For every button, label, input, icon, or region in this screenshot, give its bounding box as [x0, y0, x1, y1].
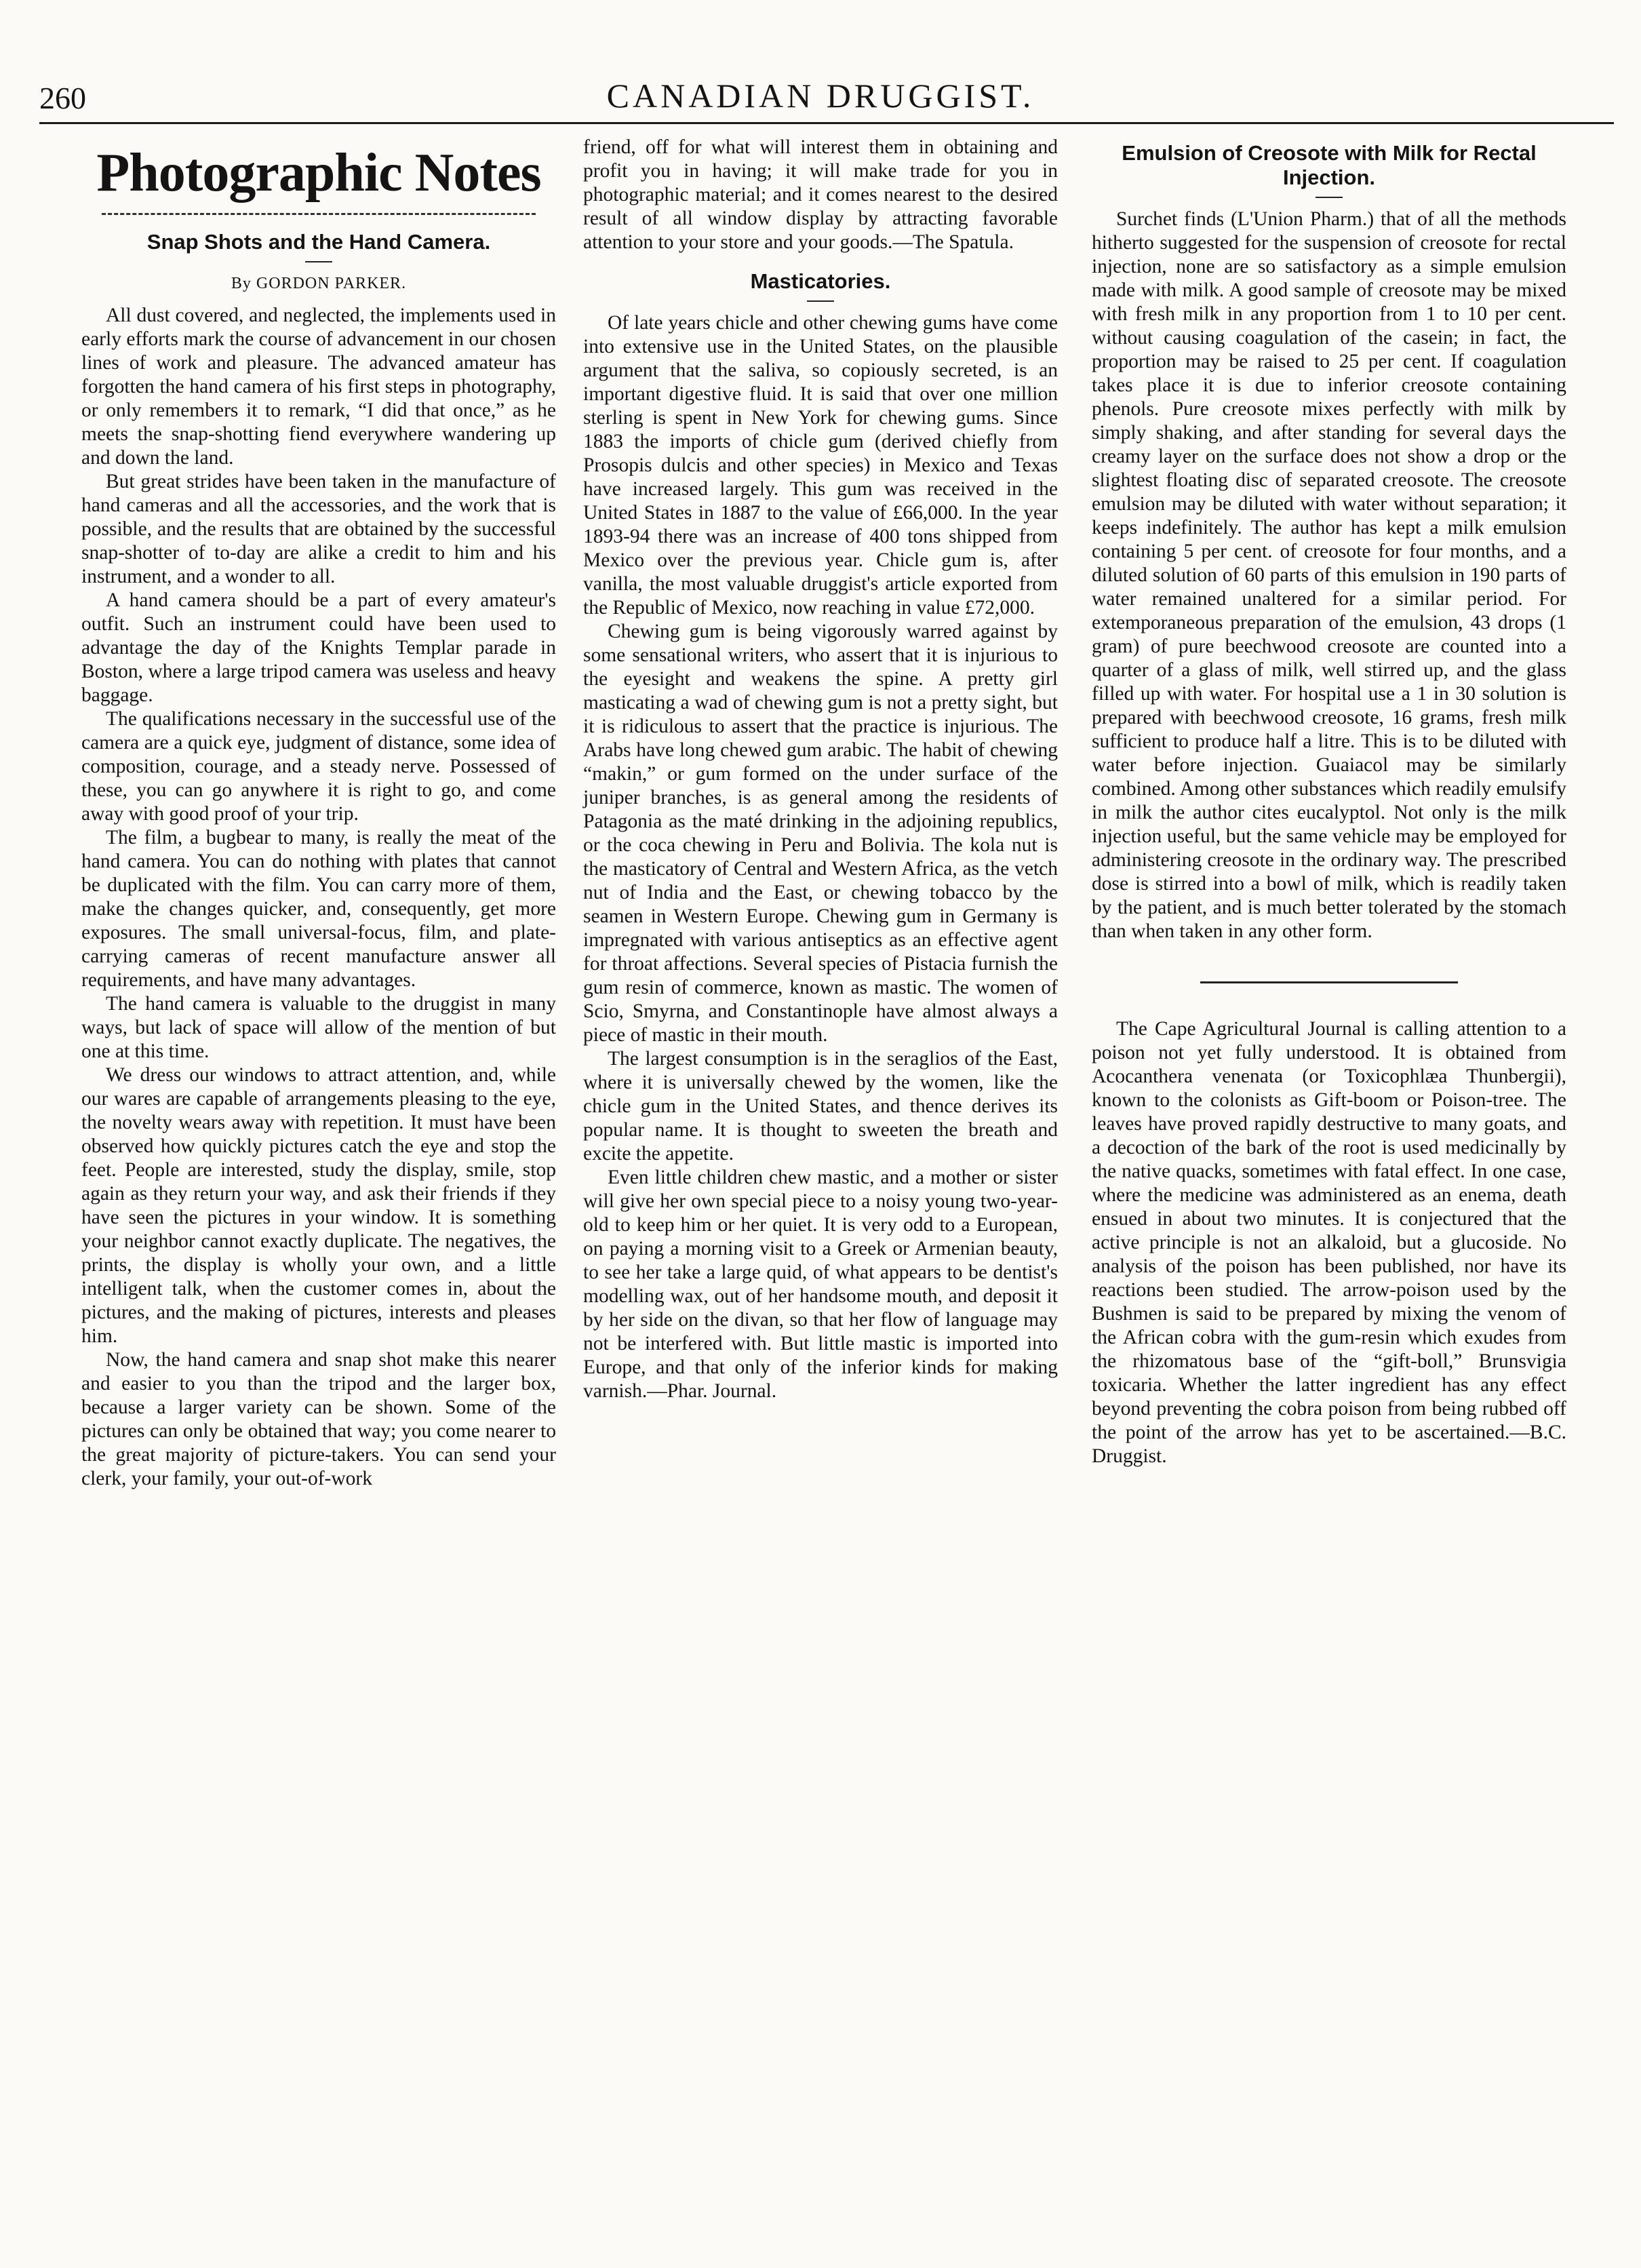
- running-head: CANADIAN DRUGGIST.: [606, 77, 1035, 115]
- paragraph: The film, a bugbear to many, is really the meat of the hand camera. You can do nothing with plates that cannot be duplicated with the film. You can carry more of them, make the changes quicker, and, consequently, get more exposures. The small universal-focus, film, and plate-carrying cameras of recent manufacture answer all requirements, and have many advantages.: [81, 827, 556, 991]
- department-title: Photographic Notes: [96, 143, 541, 203]
- column-2: [583, 136, 1058, 1403]
- paragraph: All dust covered, and neglected, the implements used in early efforts mark the course of advancement in our chosen lines of work and pleasure. The advanced amateur has forgotten the hand camera of his first steps in photography, or only remembers it to remark, “I did that once,” as he meets the snap-shotting fiend everywhere wandering up and down the land.: [81, 305, 556, 469]
- paragraph: The largest consumption is in the seraglios of the East, where it is universally chewed by the women, like the chicle gum in the United States, and thence derives its popular name. It is thought to sweeten the breath and excite the appetite.: [583, 1048, 1058, 1165]
- paragraph: We dress our windows to attract attention, and, while our wares are capable of arrangements pleasing to the eye, the novelty wears away with repetition. It must have been observed how quickly pictures catch the eye and stop the feet. People are interested, study the display, smile, stop again as they return your way, and ask their friends if they have seen the pictures in your window. It is something your neighbor cannot exactly duplicate. The negatives, the prints, the display is wholly your own, and a little intelligent talk, when the customer comes in, about the pictures, and the making of pictures, interests and pleases him.: [81, 1064, 556, 1347]
- article-title-masticatories: Masticatories.: [750, 269, 891, 293]
- column-3: [1092, 136, 1566, 1468]
- paragraph: The qualifications necessary in the successful use of the camera are a quick eye, judgment of distance, some idea of composition, courage, and a steady nerve. Possessed of these, you can go anywhere it is right to go, and come away with good proof of your trip.: [81, 708, 556, 825]
- paragraph: Chewing gum is being vigorously warred against by some sensational writers, who assert that it is injurious to the eyesight and weakens the spine. A pretty girl masticating a wad of chewing gum is not a pretty sight, but it is ridiculous to assert that the practice is injurious. The Arabs have long chewed gum arabic. The habit of chewing “makin,” or gum formed on the under surface of the juniper branches, is as general among the residents of Patagonia as the maté drinking in the adjoining republics, or the coca chewing in Peru and Bolivia. The kola nut is the masticatory of Central and Western Africa, as the vetch nut of India and the East, or chewing tobacco by the seamen in Western Europe. Chewing gum in Germany is impregnated with various antiseptics as an effective agent for throat affections. Several species of Pistacia furnish the gum resin of commerce, known as mastic. The women of Scio, Smyrna, and Constantinople have almost always a piece of mastic in their mouth.: [583, 621, 1058, 1046]
- column-1: [81, 136, 556, 1491]
- paragraph: Even little children chew mastic, and a mother or sister will give her own special piece to a noisy young two-year-old to keep him or her quiet. It is very odd to a European, on paying a morning visit to a Greek or Armenian beauty, to see her take a large quid, of what appears to be dentist's modelling wax, out of her handsome mouth, and deposit it by her side on the divan, so that her flow of language may not be interfered with. But little mastic is imported into Europe, and that only of the inferior kinds for making varnish.—Phar. Journal.: [583, 1167, 1058, 1402]
- header-rule: [39, 122, 1614, 124]
- paragraph: Of late years chicle and other chewing gums have come into extensive use in the United States, on the plausible argument that the saliva, so copiously secreted, is an important digestive fluid. It is said that over one million sterling is spent in New York for chewing gums. Since 1883 the imports of chicle gum (derived chiefly from Prosopis dulcis and other species) in Mexico and Texas have increased largely. This gum was received in the United States in 1887 to the value of £66,000. In the year 1893-94 there was an increase of 400 tons shipped from Mexico over the previous year. Chicle gum is, after vanilla, the most valuable druggist's article exported from the Republic of Mexico, now reaching in value £72,000.: [583, 312, 1058, 619]
- article-title-snap-shots: Snap Shots and the Hand Camera.: [146, 230, 491, 254]
- byline: By GORDON PARKER.: [231, 275, 407, 292]
- dashed-divider: [102, 213, 536, 215]
- paragraph: The hand camera is valuable to the druggist in many ways, but lack of space will allow of the mention of but one at this time.: [81, 993, 556, 1062]
- paragraph: The Cape Agricultural Journal is calling attention to a poison not yet fully understood. It is obtained from Acocanthera venenata (or Toxicophlæa Thunbergii), known to the colonists as Gift-boom or Poison-tree. The leaves have proved rapidly destructive to many goats, and a decoction of the bark of the root is used medicinally by the native quacks, sometimes with fatal effect. In one case, where the medicine was administered as an enema, death ensued in about two minutes. It is conjectured that the active principle is not an alkaloid, but a glucoside. No analysis of the poison has been published, nor have its reactions been studied. The arrow-poison used by the Bushmen is said to be prepared by mixing the venom of the African cobra with the gum-resin which exudes from the rhizomatous base of the “gift-boll,” Brunsvigia toxicaria. Whether the latter ingredient has any effect beyond preventing the cobra poison from being rubbed off the point of the arrow has yet to be ascertained.—B.C. Druggist.: [1092, 1018, 1566, 1467]
- short-divider: [305, 261, 332, 262]
- continued-paragraph: friend, off for what will interest them in obtaining and profit you in having; it will make trade for you in photographic material; and it comes nearest to the desired result of all window display by attracting favorable attention to your store and your goods.—The Spatula.: [583, 136, 1058, 253]
- article-title-creosote-emulsion: Emulsion of Creosote with Milk for Rectal Injection.: [1122, 141, 1537, 189]
- paragraph: A hand camera should be a part of every amateur's outfit. Such an instrument could have been used to advantage the day of the Knights Templar parade in Boston, where a large tripod camera was useless and heavy baggage.: [81, 589, 556, 706]
- paragraph: But great strides have been taken in the manufacture of hand cameras and all the accessories, and the work that is possible, and the results that are obtained by the successful snap-shotter of to-day are alike a credit to him and his instrument, and a wonder to all.: [81, 471, 556, 587]
- paragraph: Surchet finds (L'Union Pharm.) that of all the methods hitherto suggested for the suspension of creosote for rectal injection, none are so satisfactory as a simple emulsion made with milk. A good sample of creosote may be mixed with fresh milk in any proportion from 1 to 10 per cent. without causing coagulation of the casein; in fact, the proportion may be raised to 25 per cent. If coagulation takes place it is due to inferior creosote containing phenols. Pure creosote mixes perfectly with milk by simply shaking, and after standing for several days the creamy layer on the surface does not show a drop or the slightest floating disc of separated creosote. The creosote emulsion may be diluted with water without separation; it keeps indefinitely. The author has kept a milk emulsion containing 5 per cent. of creosote for four months, and a diluted solution of 60 parts of this emulsion in 190 parts of water remained unaltered for a similar period. For extemporaneous preparation of the emulsion, 43 drops (1 gram) of pure beechwood creosote are counted into a quarter of a glass of milk, well stirred up, and the glass filled up with water. For hospital use a 1 in 30 solution is prepared with beechwood creosote, 16 grams, fresh milk sufficient to produce half a litre. This is to be diluted with water before injection. Guaiacol may be similarly combined. Among other substances which readily emulsify in milk the author cites eucalyptol. Not only is the milk injection useful, but the same vehicle may be employed for administering creosote in the ordinary way. The prescribed dose is stirred into a bowl of milk, which is readily taken by the patient, and is much better tolerated by the stomach than when taken in any other form.: [1092, 208, 1566, 942]
- short-divider: [807, 300, 834, 302]
- short-divider: [1316, 197, 1343, 198]
- section-divider: [1200, 981, 1458, 983]
- page-number: 260: [39, 81, 86, 115]
- paragraph: Now, the hand camera and snap shot make this nearer and easier to you than the tripod and the larger box, because a larger variety can be shown. Some of the pictures can only be obtained that way; you come nearer to the great majority of picture-takers. You can send your clerk, your family, your out-of-work: [81, 1349, 556, 1489]
